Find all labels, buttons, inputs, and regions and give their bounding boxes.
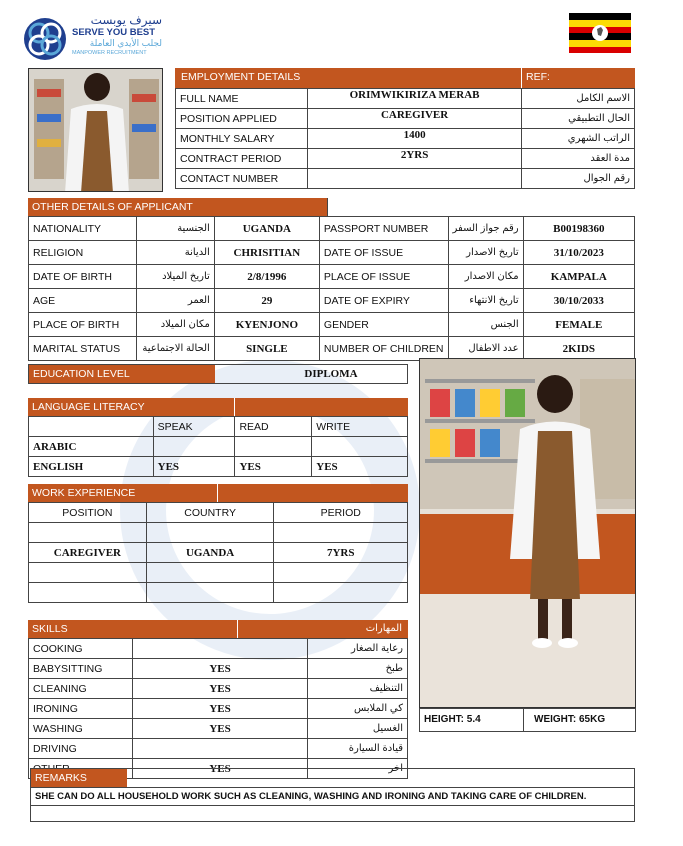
detail-label-arabic: مكان الميلاد [137,313,215,337]
employment-label-arabic: رقم الجوال [522,169,635,189]
skill-name-arabic: قيادة السيارة [308,739,408,759]
language-row [29,437,408,457]
education-value: DIPLOMA [304,368,358,380]
employment-label-arabic: الحال التطبيقي [522,109,635,129]
detail-value: 2/8/1996 [214,265,319,289]
other-details-row [29,265,635,289]
detail-value: CHRISITIAN [214,241,319,265]
work-column-header: PERIOD [274,503,408,523]
work-position: CAREGIVER [29,543,147,563]
detail-label-arabic: تاريخ الانتهاء [448,289,523,313]
skill-name-arabic: التنظيف [308,679,408,699]
language-column-header: SPEAK [153,417,235,437]
work-column-header: POSITION [29,503,147,523]
skills-header: SKILLS [28,620,238,638]
detail-label-arabic: الحالة الاجتماعية [137,337,215,361]
skill-name: BABYSITTING [29,659,133,679]
skills-table [28,620,408,779]
employment-label-arabic: مدة العقد [522,149,635,169]
skill-name: CLEANING [29,679,133,699]
other-details-row [29,241,635,265]
other-details-header: OTHER DETAILS OF APPLICANT [28,198,328,216]
weight-value: WEIGHT: 65KG [534,714,606,725]
detail-label: GENDER [319,313,448,337]
detail-label: PLACE OF ISSUE [319,265,448,289]
work-period [274,523,408,543]
skill-row [29,679,408,699]
skill-row [29,699,408,719]
language-column-header: READ [235,417,312,437]
detail-value: KAMPALA [523,265,634,289]
work-country [146,583,274,603]
detail-label-arabic: الديانة [137,241,215,265]
other-details-row [29,289,635,313]
other-details-row [29,217,635,241]
skill-value: YES [132,759,307,779]
employment-label: MONTHLY SALARY [176,129,308,149]
employment-value: CAREGIVER [307,109,521,129]
employment-label: POSITION APPLIED [176,109,308,129]
skill-value: YES [132,699,307,719]
skill-row [29,719,408,739]
employment-row [176,89,635,109]
work-column-header: COUNTRY [146,503,274,523]
employment-value: ORIMWIKIRIZA MERAB [307,89,521,109]
employment-value: 2YRS [307,149,521,169]
detail-label: DATE OF BIRTH [29,265,137,289]
brand-arabic-name: سيرف يوبست [90,13,162,27]
skill-value: YES [132,659,307,679]
employment-label-arabic: الراتب الشهري [522,129,635,149]
language-speak-value [153,437,235,457]
language-speak-value: YES [153,457,235,477]
work-country [146,563,274,583]
skill-name-arabic: طبخ [308,659,408,679]
language-header-row [29,417,408,437]
education-label: EDUCATION LEVEL [29,365,215,383]
work-experience-table [28,484,408,603]
language-table [28,398,408,477]
language-name: ENGLISH [29,457,154,477]
work-position [29,563,147,583]
skill-name-arabic: الغسيل [308,719,408,739]
other-details-table [28,198,635,361]
work-position [29,583,147,603]
skill-value: YES [132,719,307,739]
language-header: LANGUAGE LITERACY [28,398,235,416]
detail-value: UGANDA [214,217,319,241]
remarks-text: SHE CAN DO ALL HOUSEHOLD WORK SUCH AS CLEANING, WASHING AND IRONING AND TAKING CARE OF CHILDREN. [30,788,635,806]
skill-name-arabic: كي الملابس [308,699,408,719]
detail-label-arabic: الجنسية [137,217,215,241]
brand-name: SERVE YOU BEST [72,27,156,38]
work-row [29,563,408,583]
skill-value [132,739,307,759]
detail-label: AGE [29,289,137,313]
logo-knot-icon [22,16,68,62]
employment-label-arabic: الاسم الكامل [522,89,635,109]
skill-row [29,639,408,659]
skill-row [29,739,408,759]
detail-value: 30/10/2033 [523,289,634,313]
language-row [29,457,408,477]
skill-name: WASHING [29,719,133,739]
language-write-value [312,437,408,457]
other-details-row [29,313,635,337]
detail-label-arabic: مكان الاصدار [448,265,523,289]
detail-label-arabic: الجنس [448,313,523,337]
detail-value: 31/10/2023 [523,241,634,265]
work-country: UGANDA [146,543,274,563]
language-read-value: YES [235,457,312,477]
skills-header-arabic: المهارات [238,620,408,638]
employment-row [176,109,635,129]
work-header-row [29,503,408,523]
detail-label-arabic: عدد الاطفال [448,337,523,361]
applicant-photo-small [28,68,163,192]
detail-label: PASSPORT NUMBER [319,217,448,241]
language-name: ARABIC [29,437,154,457]
detail-value: SINGLE [214,337,319,361]
remarks-section [30,768,635,822]
skill-value: YES [132,679,307,699]
other-details-row [29,337,635,361]
employment-header: EMPLOYMENT DETAILS [175,68,522,88]
skill-value [132,639,307,659]
detail-label: DATE OF EXPIRY [319,289,448,313]
ref-label: REF: [526,71,550,83]
applicant-photo-full [419,358,636,708]
employment-label: CONTRACT PERIOD [176,149,308,169]
remarks-header: REMARKS [31,769,127,787]
work-position [29,523,147,543]
uganda-flag [569,13,631,53]
work-row [29,543,408,563]
detail-label-arabic: تاريخ الميلاد [137,265,215,289]
work-row [29,523,408,543]
brand-tagline: MANPOWER RECRUITMENT [72,50,147,56]
skill-name-arabic: رعاية الصغار [308,639,408,659]
employment-value [307,169,521,189]
detail-label: DATE OF ISSUE [319,241,448,265]
education-row [28,364,408,384]
employment-row [176,129,635,149]
work-period: 7YRS [274,543,408,563]
employment-label: CONTACT NUMBER [176,169,308,189]
detail-value: KYENJONO [214,313,319,337]
height-value: HEIGHT: 5.4 [420,709,524,731]
detail-value: B00198360 [523,217,634,241]
skill-name: IRONING [29,699,133,719]
detail-label: PLACE OF BIRTH [29,313,137,337]
skill-name: DRIVING [29,739,133,759]
detail-label: NUMBER OF CHILDREN [319,337,448,361]
employment-value: 1400 [307,129,521,149]
physical-row [419,708,636,732]
language-column-header: WRITE [312,417,408,437]
detail-label-arabic: العمر [137,289,215,313]
detail-value: FEMALE [523,313,634,337]
work-period [274,563,408,583]
work-country [146,523,274,543]
work-header: WORK EXPERIENCE [28,484,218,502]
detail-label-arabic: رقم جواز السفر [448,217,523,241]
employment-row [176,169,635,189]
language-read-value [235,437,312,457]
skill-row [29,659,408,679]
detail-label-arabic: تاريخ الاصدار [448,241,523,265]
brand-arabic-tagline: لجلب الأيدي العاملة [89,38,162,48]
detail-label: NATIONALITY [29,217,137,241]
brand-logo [22,13,162,64]
skill-name-arabic: اخر [308,759,408,779]
language-write-value: YES [312,457,408,477]
work-row [29,583,408,603]
employment-details-table [175,68,635,189]
language-corner [29,417,154,437]
detail-value: 29 [214,289,319,313]
employment-row [176,149,635,169]
work-period [274,583,408,603]
detail-value: 2KIDS [523,337,634,361]
skill-name: COOKING [29,639,133,659]
detail-label: RELIGION [29,241,137,265]
detail-label: MARITAL STATUS [29,337,137,361]
employment-label: FULL NAME [176,89,308,109]
